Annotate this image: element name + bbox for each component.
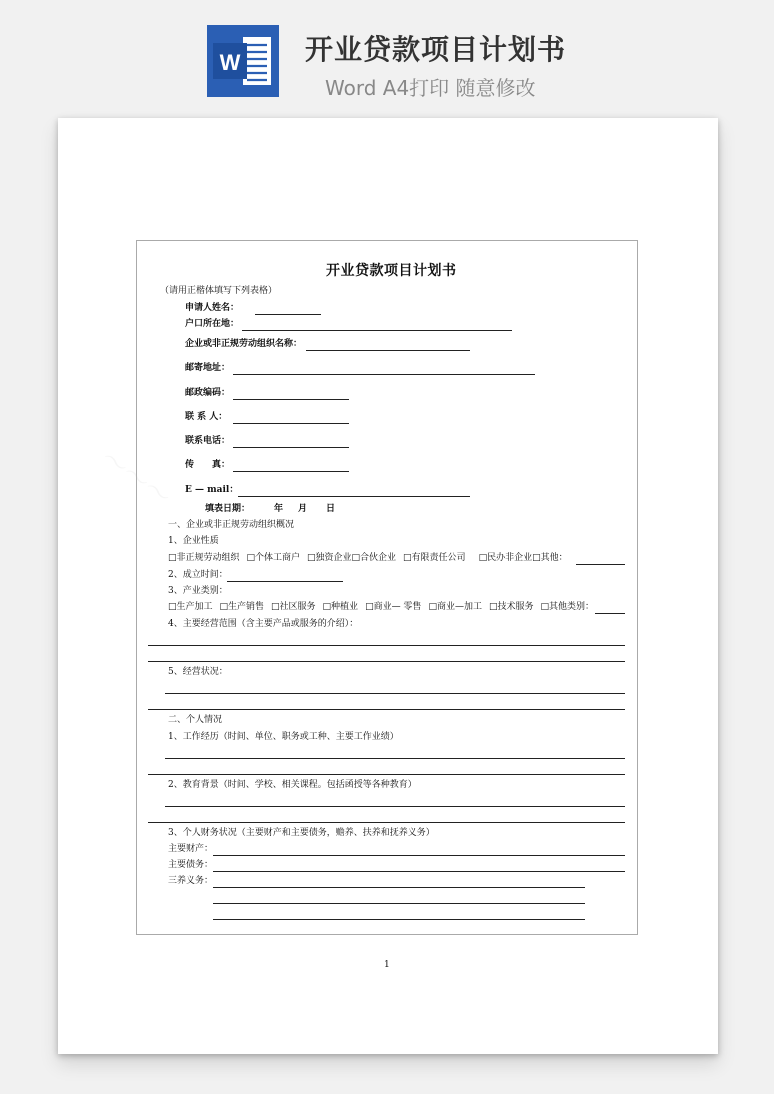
field-scope-line-2[interactable]: [148, 661, 625, 662]
field-applicant-name[interactable]: [255, 314, 321, 315]
option-private-nonenterprise-other[interactable]: □民办非企业□其他：: [478, 553, 568, 563]
education-label: 2、教育背景（时间、学校、相关课程。包括函授等各种教育）: [168, 780, 417, 790]
industry-label: 3、产业类别：: [168, 586, 228, 596]
debts-label: 主要债务：: [168, 860, 214, 870]
field-obligations-line-3[interactable]: [213, 919, 585, 920]
nature-label: 1、企业性质: [168, 536, 219, 546]
option-other-category[interactable]: □其他类别：: [540, 602, 594, 612]
option-sole-partnership[interactable]: □独资企业□合伙企业: [307, 553, 397, 563]
field-nature-other[interactable]: [576, 564, 625, 565]
option-production-processing[interactable]: □生产加工: [168, 602, 213, 612]
word-doc-icon: [207, 25, 279, 97]
field-phone[interactable]: [233, 447, 349, 448]
doc-title: 开业贷款项目计划书: [326, 263, 457, 279]
field-scope-line-1[interactable]: [148, 645, 625, 646]
established-label: 2、成立时间：: [168, 570, 228, 580]
promo-title: 开业贷款项目计划书: [305, 33, 567, 66]
fill-date-year: 年: [274, 504, 284, 514]
label-org-name: 企业或非正规劳动组织名称：: [185, 339, 303, 349]
instruction-text: （请用正楷体填写下列表格）: [160, 286, 278, 296]
label-phone: 联系电话：: [185, 436, 231, 446]
option-individual-business[interactable]: □个体工商户: [246, 553, 301, 563]
section2-heading: 二、个人情况: [168, 715, 223, 725]
option-tech-service[interactable]: □技术服务: [488, 602, 534, 612]
obligations-label: 三养义务：: [168, 876, 214, 886]
field-industry-other[interactable]: [595, 613, 625, 614]
assets-label: 主要财产：: [168, 844, 214, 854]
nature-options: [168, 553, 568, 564]
document-page: [58, 118, 718, 1054]
field-mail-address[interactable]: [233, 374, 535, 375]
watermark: 〜〜〜: [95, 443, 177, 514]
label-applicant-name: 申请人姓名：: [185, 303, 240, 313]
field-status-line-1[interactable]: [165, 693, 625, 694]
scope-label: 4、主要经营范围（含主要产品或服务的介绍）：: [168, 619, 359, 629]
fill-date-month: 月: [298, 504, 308, 514]
status-label: 5、经营状况：: [168, 667, 228, 677]
field-fax[interactable]: [233, 471, 349, 472]
field-obligations-line-2[interactable]: [213, 903, 585, 904]
label-fill-date: 填表日期：: [205, 504, 251, 514]
field-postcode[interactable]: [233, 399, 349, 400]
option-commerce-retail[interactable]: □商业— 零售: [365, 602, 422, 612]
label-fax: 传 真：: [185, 460, 231, 470]
option-commerce-processing[interactable]: □商业—加工: [428, 602, 482, 612]
option-informal-org[interactable]: □非正规劳动组织: [168, 553, 240, 563]
label-email: E — mail：: [185, 485, 239, 495]
field-obligations-line-1[interactable]: [213, 887, 585, 888]
industry-options: [168, 602, 594, 613]
field-org-name[interactable]: [306, 350, 470, 351]
work-label: 1、工作经历（时间、单位、职务或工种、主要工作业绩）: [168, 732, 399, 742]
field-status-line-2[interactable]: [148, 709, 625, 710]
field-contact[interactable]: [233, 423, 349, 424]
field-assets[interactable]: [213, 855, 625, 856]
field-household[interactable]: [242, 330, 512, 331]
fill-date-day: 日: [326, 504, 336, 514]
option-planting[interactable]: □种植业: [322, 602, 359, 612]
finance-label: 3、个人财务状况（主要财产和主要债务，赡养、扶养和抚养义务）: [168, 828, 435, 838]
svg-text:W: W: [219, 50, 241, 75]
field-work-line-1[interactable]: [165, 758, 625, 759]
option-community-service[interactable]: □社区服务: [271, 602, 316, 612]
field-email[interactable]: [238, 496, 470, 497]
label-household: 户口所在地：: [185, 319, 240, 329]
label-postcode: 邮政编码：: [185, 388, 231, 398]
promo-header: [0, 0, 774, 110]
label-contact: 联 系 人：: [185, 412, 228, 422]
section1-heading: 一、企业或非正规劳动组织概况: [168, 520, 295, 530]
field-education-line-2[interactable]: [148, 822, 625, 823]
option-limited-company[interactable]: □有限责任公司: [403, 553, 466, 563]
label-mail-address: 邮寄地址：: [185, 363, 231, 373]
field-debts[interactable]: [213, 871, 625, 872]
field-education-line-1[interactable]: [165, 806, 625, 807]
option-production-sales[interactable]: □生产销售: [219, 602, 265, 612]
promo-subtitle: Word A4打印 随意修改: [325, 76, 536, 100]
field-work-line-2[interactable]: [148, 774, 625, 775]
page-number: 1: [384, 960, 390, 970]
field-established[interactable]: [227, 581, 343, 582]
